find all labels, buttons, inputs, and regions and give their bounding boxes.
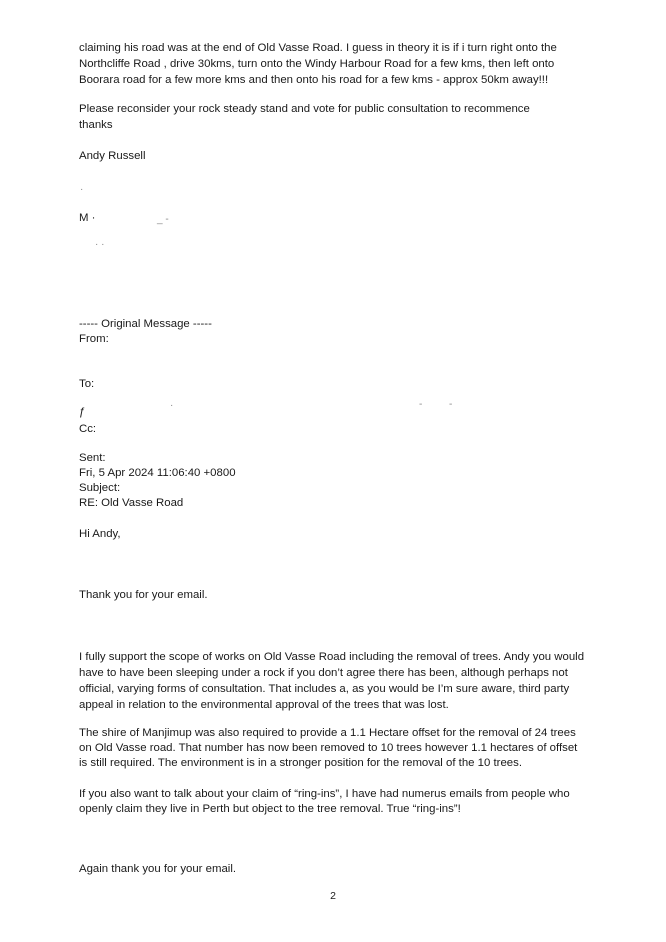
- reply-paragraph-line: on Old Vasse road. That number has now been removed to 10 trees however 1.1 hectares of offset: [79, 742, 578, 754]
- from-label: From:: [79, 333, 109, 345]
- request-text-line: thanks: [79, 119, 113, 131]
- sent-label: Sent:: [79, 452, 106, 464]
- cc-label: Cc:: [79, 423, 97, 435]
- reply-thanks: Thank you for your email.: [79, 589, 208, 601]
- redaction-mark: · ·: [95, 239, 105, 250]
- reply-paragraph-line: official, varying forms of consultation. That includes a, as you would be I’m sure aware, third party: [79, 683, 570, 695]
- request-text-line: Please reconsider your rock steady stand and vote for public consultation to recommence: [79, 103, 530, 115]
- redaction-mark: M ·: [79, 212, 96, 224]
- reply-paragraph-line: have to have been sleeping under a rock if you don’t agree there has been, although perhaps not: [79, 667, 568, 679]
- reply-paragraph-line: is still required. The environment is in a stronger position for the removal of the 10 trees.: [79, 757, 522, 769]
- page-number: 2: [330, 890, 336, 902]
- original-message-separator: ----- Original Message -----: [79, 318, 212, 330]
- reply-closing: Again thank you for your email.: [79, 863, 237, 875]
- redaction-mark: ·: [170, 400, 174, 411]
- reply-paragraph-line: If you also want to talk about your claim of “ring-ins”, I have had numerus emails from people who: [79, 788, 570, 800]
- reply-greeting: Hi Andy,: [79, 528, 121, 540]
- sent-value: Fri, 5 Apr 2024 11:06:40 +0800: [79, 467, 236, 479]
- redaction-mark: -: [449, 399, 453, 410]
- body-text-line: Northcliffe Road , drive 30kms, turn onto the Windy Harbour Road for a few kms, then left onto: [79, 58, 555, 70]
- subject-label: Subject:: [79, 482, 121, 494]
- redaction-mark: ·: [80, 184, 84, 195]
- redaction-mark: _ -: [157, 214, 169, 225]
- body-text-line: claiming his road was at the end of Old Vasse Road. I guess in theory it is if i turn right onto the: [79, 42, 557, 54]
- body-text-line: Boorara road for a few more kms and then onto his road for a few kms - approx 50km away!!!: [79, 74, 549, 86]
- redaction-mark: -: [419, 399, 423, 410]
- redaction-mark: ƒ: [79, 406, 86, 418]
- signature-name: Andy Russell: [79, 150, 146, 162]
- reply-paragraph-line: openly claim they live in Perth but object to the tree removal. True “ring-ins”!: [79, 803, 461, 815]
- to-label: To:: [79, 378, 95, 390]
- reply-paragraph-line: appeal in relation to the environmental approval of the trees that was lost.: [79, 699, 449, 711]
- reply-paragraph-line: The shire of Manjimup was also required to provide a 1.1 Hectare offset for the removal of 24 trees: [79, 727, 576, 739]
- subject-value: RE: Old Vasse Road: [79, 497, 184, 509]
- reply-paragraph-line: I fully support the scope of works on Old Vasse Road including the removal of trees. Andy you would: [79, 651, 585, 663]
